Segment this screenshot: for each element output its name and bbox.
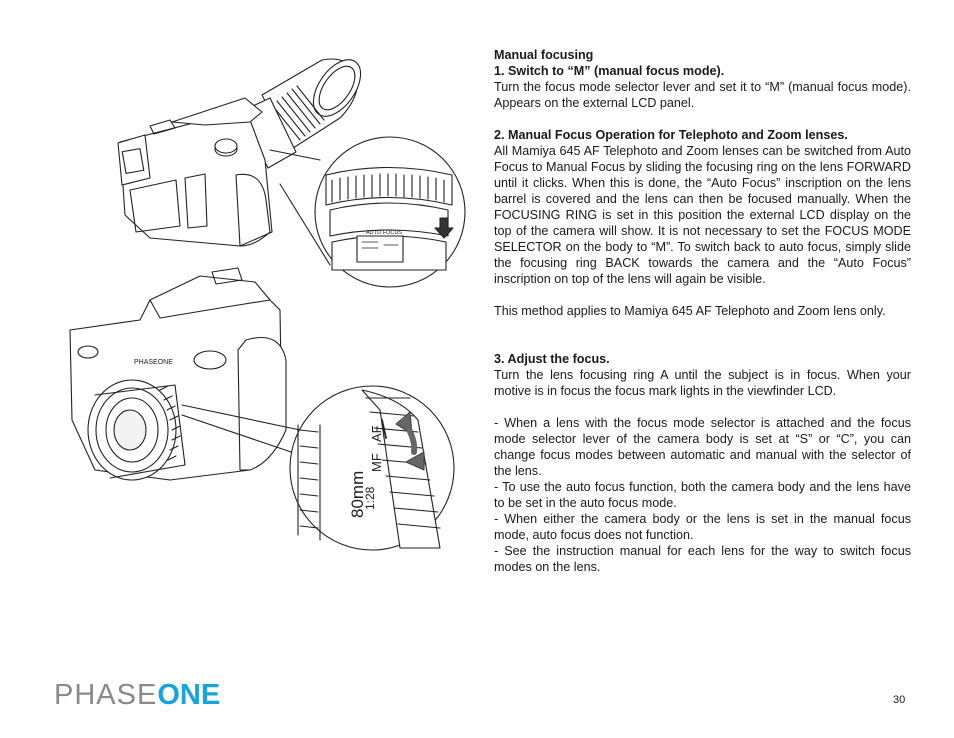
step2-paragraph: All Mamiya 645 AF Telephoto and Zoom lenses can be switched from Auto Focus to Manual Focus by sliding the focusing ring on the lens FORWARD until it clicks. When this is done, the “Auto Focus” inscription on the lens barrel is covered and the lens can then be focused manually. When the FOCUSING RING is set in this position the external LCD display on the top of the camera will show. It is not necessary to set the FOCUS MODE SELECTOR on the body to “M”. To switch back to auto focus, simply slide the focusing ring BACK towards the camera and the “Auto Focus” inscription on top of the lens will again be visible. bbox=[494, 144, 911, 286]
note-bullet-3: - When either the camera body or the lens is set in the manual focus mode, auto focus does not function. bbox=[494, 512, 911, 542]
step1-heading: 1. Switch to “M” (manual focus mode). bbox=[494, 64, 725, 78]
step2-note: This method applies to Mamiya 645 AF Telephoto and Zoom lens only. bbox=[494, 304, 886, 318]
note-bullet-1: - When a lens with the focus mode selector is attached and the focus mode selector lever of the camera body is set at “S” or “C”, you can change focus modes between automatic and manual with the selector of the lens. bbox=[494, 416, 911, 478]
camera-brand-label: PHASEONE bbox=[134, 359, 173, 366]
mode-mf-label: MF bbox=[369, 453, 384, 472]
step1-paragraph: Turn the focus mode selector lever and set it to “M” (manual focus mode). Appears on the external LCD panel. bbox=[494, 80, 911, 110]
lens-aperture-label: 1:28 bbox=[363, 486, 377, 510]
phase-one-logo bbox=[54, 680, 220, 710]
lens-focal-length-label: 80mm bbox=[348, 470, 367, 518]
auto-focus-ring-label: AUTO FOCUS bbox=[366, 230, 402, 236]
camera-standard-drawing bbox=[70, 268, 286, 480]
telephoto-ring-detail bbox=[326, 168, 453, 271]
page-number: 30 bbox=[893, 694, 906, 706]
logo-text-phase: PHASE bbox=[54, 678, 158, 711]
mode-af-label: AF bbox=[369, 425, 384, 442]
logo-text-one: ONE bbox=[157, 678, 221, 711]
instructions-text bbox=[494, 47, 911, 575]
step2-heading: 2. Manual Focus Operation for Telephoto and Zoom lenses. bbox=[494, 128, 848, 142]
note-bullet-4: - See the instruction manual for each lens for the way to switch focus modes on the lens. bbox=[494, 544, 911, 574]
note-bullet-2: - To use the auto focus function, both the camera body and the lens have to be set in the auto focus mode. bbox=[494, 480, 911, 510]
step3-paragraph: Turn the lens focusing ring A until the subject is in focus. When your motive is in focus the focus mark lights in the viewfinder LCD. bbox=[494, 368, 911, 398]
section-heading: Manual focusing bbox=[494, 48, 594, 62]
step3-heading: 3. Adjust the focus. bbox=[494, 352, 610, 366]
